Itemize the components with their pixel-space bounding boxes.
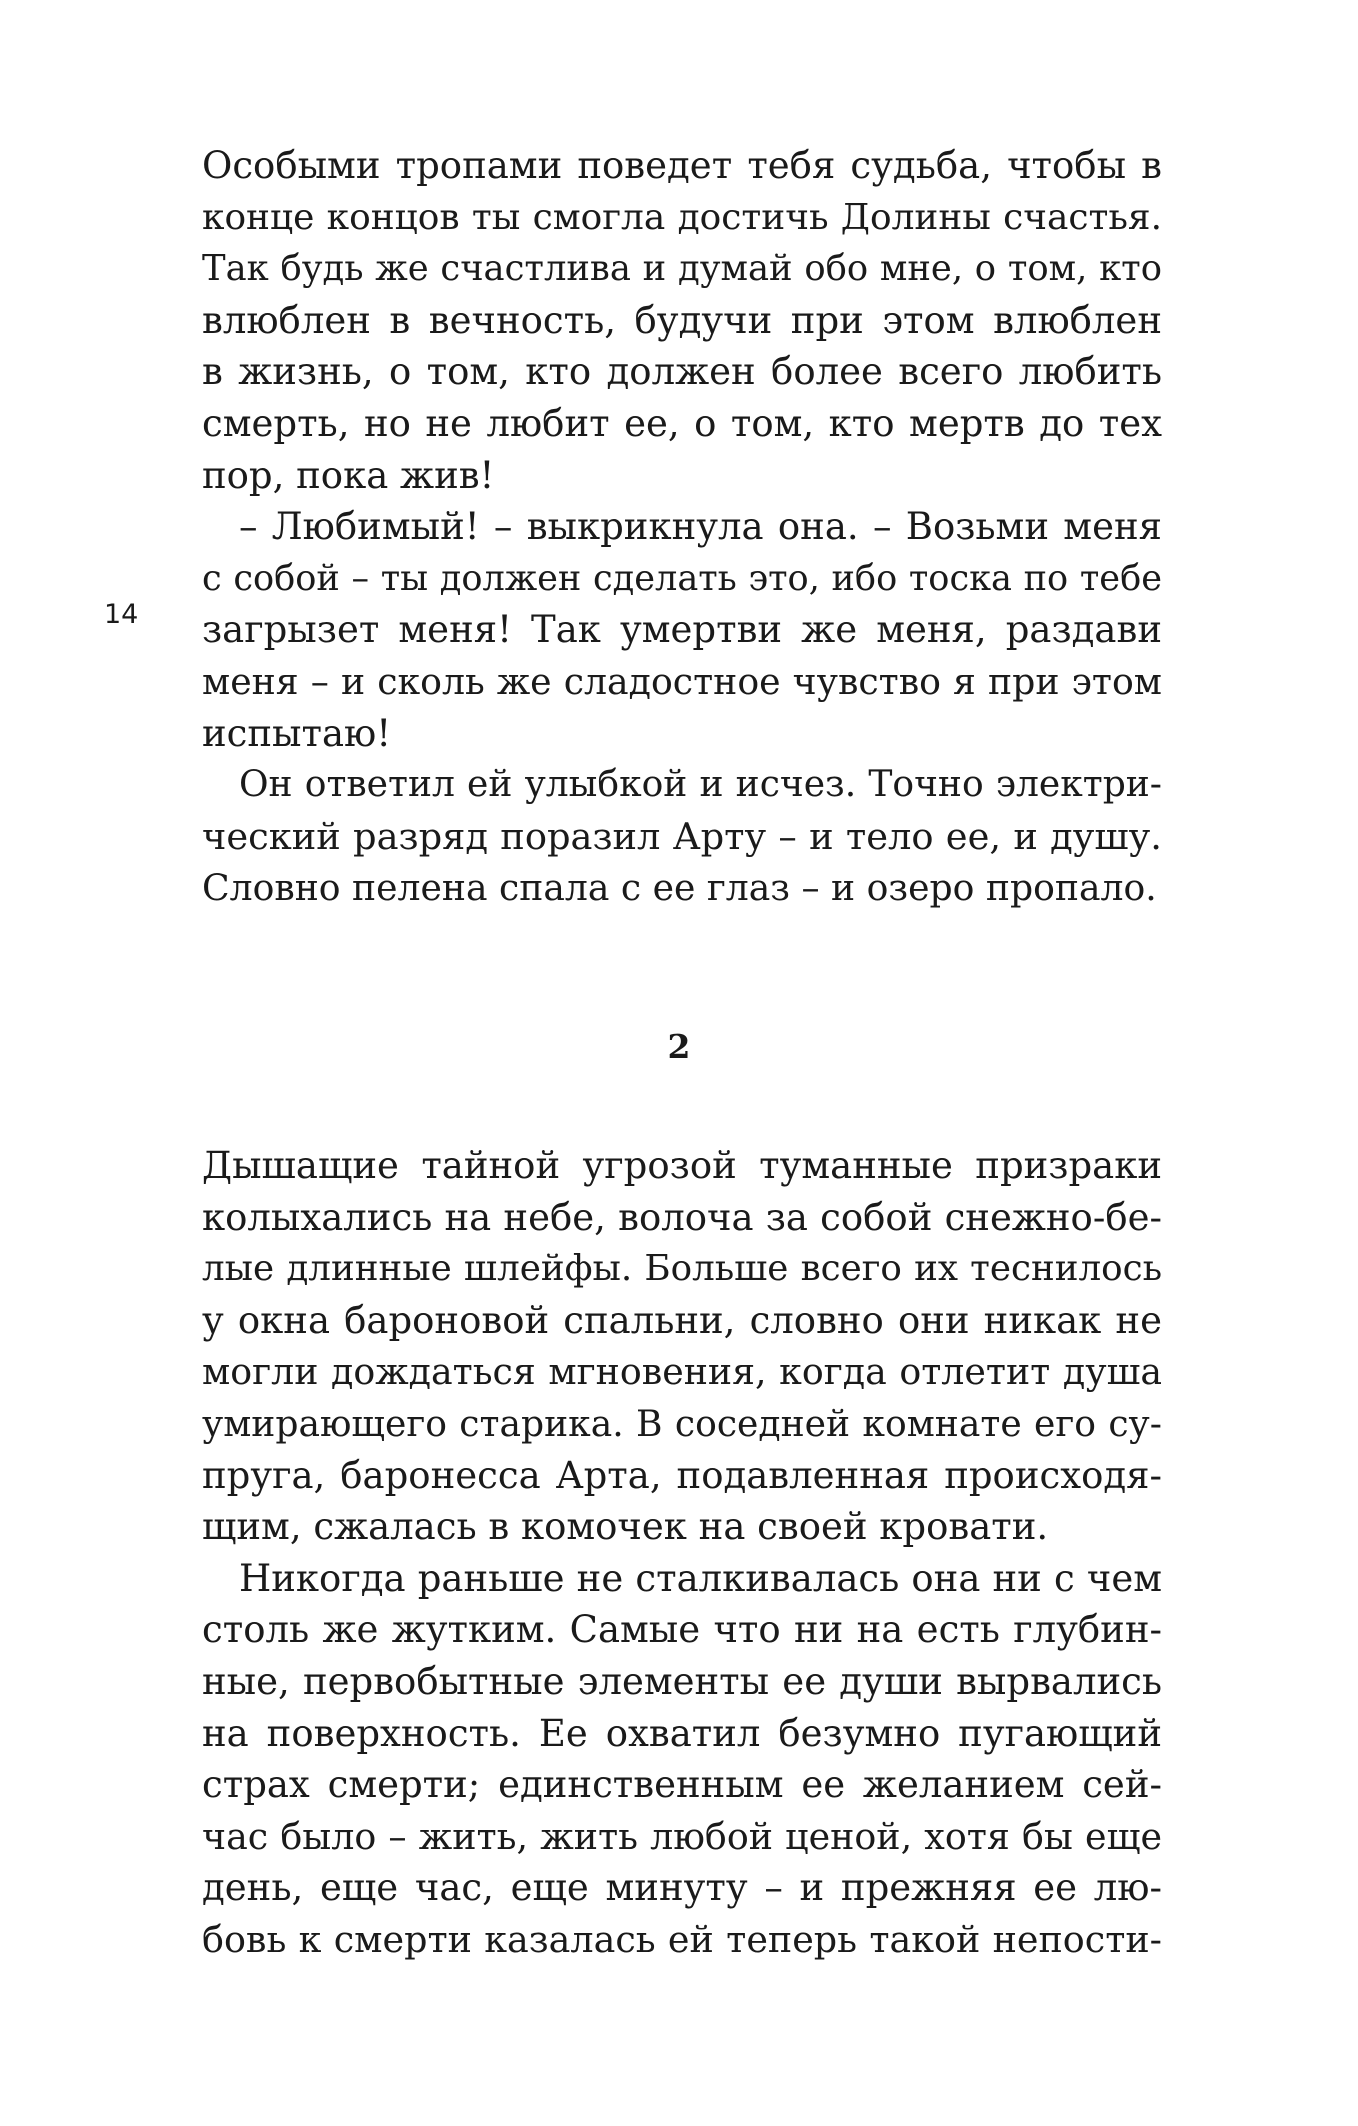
text-line: на поверхность. Ее охватил безумно пугающий xyxy=(202,1711,1162,1755)
chapter-number: 2 xyxy=(667,1027,691,1066)
text-line: Особыми тропами поведет тебя судьба, чтобы в xyxy=(202,144,1162,187)
text-line: день, еще час, еще минуту – и прежняя ее лю- xyxy=(202,1866,1162,1910)
text-line: смерть, но не любит ее, о том, кто мертв до тех xyxy=(202,401,1162,445)
text-line: пруга, баронесса Арта, подавленная происходя- xyxy=(202,1453,1162,1497)
text-line: у окна бароновой спальни, словно они никак не xyxy=(202,1298,1162,1342)
text-line: влюблен в вечность, будучи при этом влюблен xyxy=(202,298,1162,342)
text-line: пор, пока жив! xyxy=(202,453,495,497)
text-line: – Любимый! – выкрикнула она. – Возьми меня xyxy=(239,505,1162,549)
text-line: испытаю! xyxy=(202,711,392,755)
text-line: час было – жить, жить любой ценой, хотя бы еще xyxy=(202,1814,1162,1858)
text-line: щим, сжалась в комочек на своей кровати. xyxy=(202,1505,1049,1549)
page-number: 14 xyxy=(104,599,139,630)
text-line: ческий разряд поразил Арту – и тело ее, и душу. xyxy=(202,814,1162,858)
text-line: страх смерти; единственным ее желанием сей- xyxy=(202,1763,1162,1807)
text-line: Никогда раньше не сталкивалась она ни с чем xyxy=(239,1556,1162,1600)
text-line: Он ответил ей улыбкой и исчез. Точно электри- xyxy=(239,763,1162,806)
text-line: Дышащие тайной угрозой туманные призраки xyxy=(202,1144,1162,1187)
text-line: лые длинные шлейфы. Больше всего их теснилось xyxy=(202,1248,1162,1290)
text-line: колыхались на небе, волоча за собой снежно-бе- xyxy=(202,1195,1162,1239)
text-line: бовь к смерти казалась ей теперь такой непости- xyxy=(202,1917,1162,1961)
text-block-chapter-2 xyxy=(202,1140,1162,1966)
text-block-chapter-end xyxy=(202,140,1162,914)
text-line: в жизнь, о том, кто должен более всего любить xyxy=(202,350,1162,394)
text-line: конце концов ты смогла достичь Долины счастья. xyxy=(202,196,1162,238)
text-line: Словно пелена спала с ее глаз – и озеро пропало. xyxy=(202,866,1157,910)
text-line: могли дождаться мгновения, когда отлетит душа xyxy=(202,1350,1162,1394)
text-line: Так будь же счастлива и думай обо мне, о том, кто xyxy=(202,248,1162,290)
text-line: умирающего старика. В соседней комнате его су- xyxy=(202,1401,1162,1445)
text-line: с собой – ты должен сделать это, ибо тоска по тебе xyxy=(202,557,1162,599)
text-line: ные, первобытные элементы ее души вырвались xyxy=(202,1659,1162,1703)
text-line: загрызет меня! Так умертви же меня, раздави xyxy=(202,608,1162,652)
text-line: меня – и сколь же сладостное чувство я при этом xyxy=(202,659,1162,703)
text-line: столь же жутким. Самые что ни на есть глубин- xyxy=(202,1608,1162,1652)
